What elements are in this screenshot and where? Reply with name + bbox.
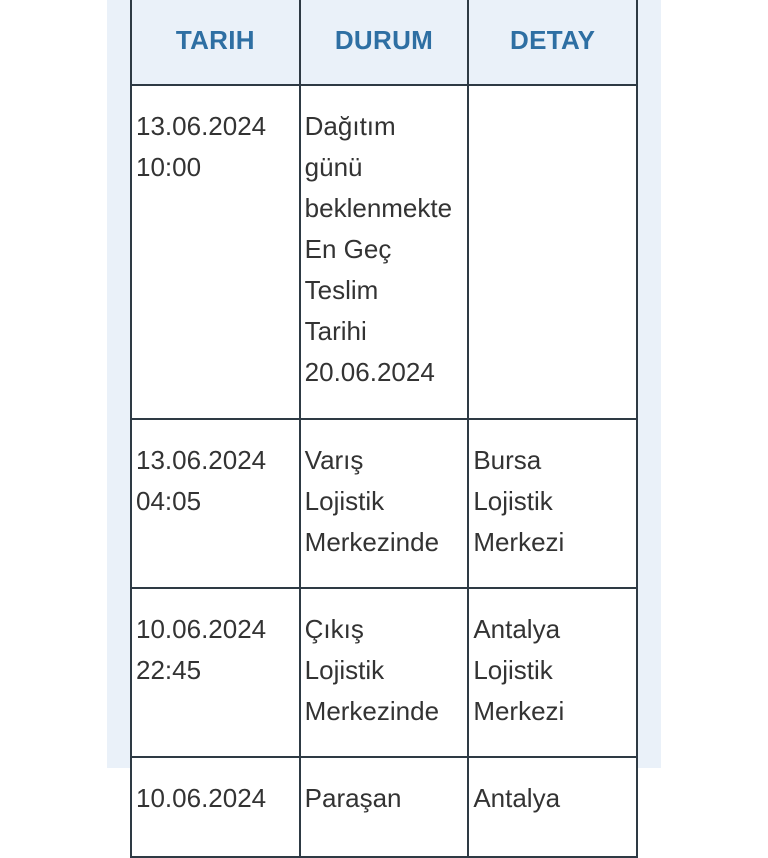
tarih-text: 10.06.2024 22:45 xyxy=(136,614,267,685)
durum-text: Paraşan xyxy=(304,783,402,813)
column-header-durum: DURUM xyxy=(300,0,469,85)
table-row xyxy=(131,588,637,757)
detay-text: Bursa Lojistik Merkezi xyxy=(473,445,565,557)
table-header-row xyxy=(131,0,637,85)
durum-text: Çıkış Lojistik Merkezinde xyxy=(304,614,440,726)
durum-cell xyxy=(300,757,469,857)
tarih-text: 10.06.2024 xyxy=(136,783,267,813)
detay-cell xyxy=(468,757,637,857)
detay-cell xyxy=(468,419,637,588)
durum-text: Dağıtım günü beklenmekte En Geç Teslim Tarihi 20.06.2024 xyxy=(304,111,453,387)
tarih-cell xyxy=(131,419,300,588)
tarih-cell xyxy=(131,588,300,757)
tarih-cell xyxy=(131,85,300,419)
table-row xyxy=(131,757,637,857)
detay-text: Antalya xyxy=(473,783,561,813)
tarih-cell xyxy=(131,757,300,857)
detay-cell xyxy=(468,85,637,419)
shipment-history-table xyxy=(130,0,638,858)
tarih-text: 13.06.2024 04:05 xyxy=(136,445,267,516)
tarih-text: 13.06.2024 10:00 xyxy=(136,111,267,182)
detay-text: Antalya Lojistik Merkezi xyxy=(473,614,565,726)
column-header-detay: DETAY xyxy=(468,0,637,85)
table-row xyxy=(131,85,637,419)
durum-text: Varış Lojistik Merkezinde xyxy=(304,445,440,557)
table-row xyxy=(131,419,637,588)
durum-cell xyxy=(300,85,469,419)
detay-cell xyxy=(468,588,637,757)
durum-cell xyxy=(300,588,469,757)
durum-cell xyxy=(300,419,469,588)
column-header-tarih: TARIH xyxy=(131,0,300,85)
